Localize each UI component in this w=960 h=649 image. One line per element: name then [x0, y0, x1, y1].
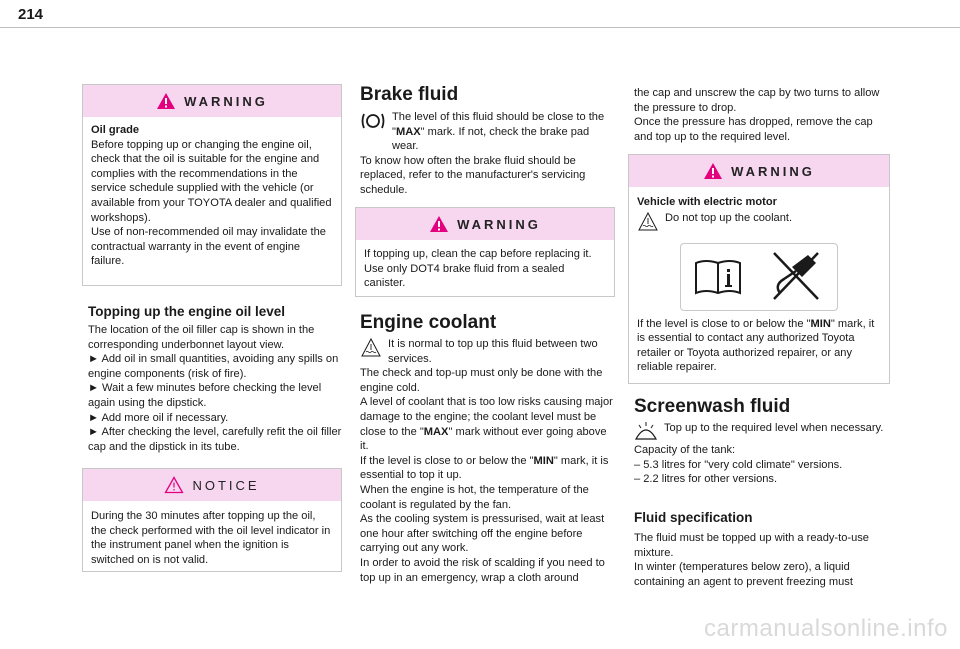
- warning-box-brake: [355, 207, 615, 297]
- warning-text: If the level is close to or below the "MIN" mark, it is essential to contact any authorized Toyota retailer or Toyota authorized repairer, or any reliable repairer.: [637, 317, 875, 374]
- pictogram-panel: [680, 243, 838, 311]
- brake-fluid-icon: [360, 110, 386, 132]
- screenwash-body: [634, 421, 892, 487]
- paragraph: The fluid must be topped up with a ready-to-use mixture.: [634, 532, 869, 559]
- warning-triangle-icon: [156, 92, 176, 110]
- paragraph: the cap and unscrew the cap by two turns to allow the pressure to drop.: [634, 87, 880, 114]
- section-heading-engine-coolant: Engine coolant: [360, 312, 497, 333]
- screenwash-intro: Top up to the required level when necessary.: [664, 422, 884, 434]
- no-refill-icon: [766, 249, 826, 305]
- section-heading-fluid-specification: Fluid specification: [634, 510, 753, 525]
- brake-fluid-body: [360, 110, 618, 198]
- warning-title: WARNING: [731, 163, 815, 179]
- paragraph: In order to avoid the risk of scalding if you need to top up in an emergency, wrap a cloth around: [360, 556, 605, 584]
- coolant-icon: [637, 211, 659, 233]
- paragraph: The location of the oil filler cap is shown in the corresponding underbonnet layout view.: [88, 324, 315, 351]
- paragraph: When the engine is hot, the temperature of the coolant is regulated by the fan.: [360, 483, 589, 511]
- warning-text: Use of non-recommended oil may invalidate the contractual warranty in the event of engine failure.: [91, 226, 326, 268]
- warning-title: WARNING: [457, 216, 541, 232]
- top-divider: [0, 27, 960, 28]
- warning-header: [83, 85, 341, 117]
- coolant-intro: It is normal to top up this fluid between two services.: [388, 338, 598, 365]
- paragraph: ► Add oil in small quantities, avoiding any spills on engine components (risk of fire).: [88, 353, 339, 380]
- paragraph: In winter (temperatures below zero), a liquid containing an agent to prevent freezing must: [634, 561, 853, 588]
- paragraph: Once the pressure has dropped, remove the cap and top up to the required level.: [634, 116, 873, 143]
- notice-box: [82, 468, 342, 572]
- warning-triangle-icon: [703, 162, 723, 180]
- paragraph: ► After checking the level, carefully refit the oil filler cap and the dipstick in its tube.: [88, 426, 342, 453]
- section-heading-topping-up: Topping up the engine oil level: [88, 304, 286, 319]
- paragraph: – 5.3 litres for "very cold climate" versions.: [634, 458, 843, 471]
- warning-box-electric-motor: [628, 154, 890, 384]
- coolant-icon: [360, 337, 382, 359]
- warning-text: Before topping up or changing the engine oil, check that the oil is suitable for the engine and complies with the recommendations in the service schedule supplied with the vehicle (or available from your TOYOTA dealer and qualified workshops).: [91, 138, 332, 224]
- warning-header: [629, 155, 889, 187]
- notice-title: NOTICE: [192, 477, 260, 493]
- paragraph: As the cooling system is pressurised, wait at least one hour after switching off the engine before carrying out any work.: [360, 513, 605, 555]
- fluid-specification-body: [634, 531, 892, 589]
- paragraph: ► Add more oil if necessary.: [88, 411, 229, 424]
- paragraph: If the level is close to or below the "MIN" mark, it is essential to top it up.: [360, 454, 609, 482]
- manual-book-icon: [692, 257, 744, 297]
- warning-line: Do not top up the coolant.: [665, 211, 793, 224]
- warning-box-oil-grade: [82, 84, 342, 286]
- section-heading-screenwash-fluid: Screenwash fluid: [634, 396, 791, 417]
- warning-text: If topping up, clean the cap before replacing it. Use only DOT4 brake fluid from a sealed canister.: [364, 248, 592, 290]
- paragraph: Capacity of the tank:: [634, 444, 736, 456]
- screenwash-icon: [634, 421, 658, 443]
- paragraph: – 2.2 litres for other versions.: [634, 473, 778, 486]
- notice-header: [83, 469, 341, 501]
- warning-title: WARNING: [184, 93, 268, 109]
- coolant-continued: [634, 86, 892, 144]
- warning-subtitle: Oil grade: [91, 124, 140, 136]
- warning-triangle-icon: [164, 476, 184, 494]
- section-heading-brake-fluid: Brake fluid: [360, 84, 459, 105]
- page-number: 214: [18, 6, 44, 23]
- warning-header: [356, 208, 614, 240]
- paragraph: A level of coolant that is too low risks causing major damage to the engine; the coolant level must be close to the "MAX" mark without ever going above it.: [360, 396, 613, 453]
- paragraph: The check and top-up must only be done with the engine cold.: [360, 367, 603, 394]
- paragraph: ► Wait a few minutes before checking the level again using the dipstick.: [88, 382, 322, 409]
- warning-triangle-icon: [429, 215, 449, 233]
- notice-text: During the 30 minutes after topping up the oil, the check performed with the oil level indicator in the instrument panel when the ignition is switched on is not valid.: [91, 510, 331, 566]
- warning-subtitle: Vehicle with electric motor: [637, 196, 777, 208]
- brake-intro: The level of this fluid should be close to the "MAX" mark. If not, check the brake pad wear.: [392, 111, 605, 153]
- engine-coolant-body: [360, 337, 618, 585]
- paragraph: To know how often the brake fluid should be replaced, refer to the manufacturer's servicing schedule.: [360, 154, 586, 196]
- watermark: carmanualsonline.info: [704, 615, 948, 642]
- topping-up-body: [88, 323, 344, 454]
